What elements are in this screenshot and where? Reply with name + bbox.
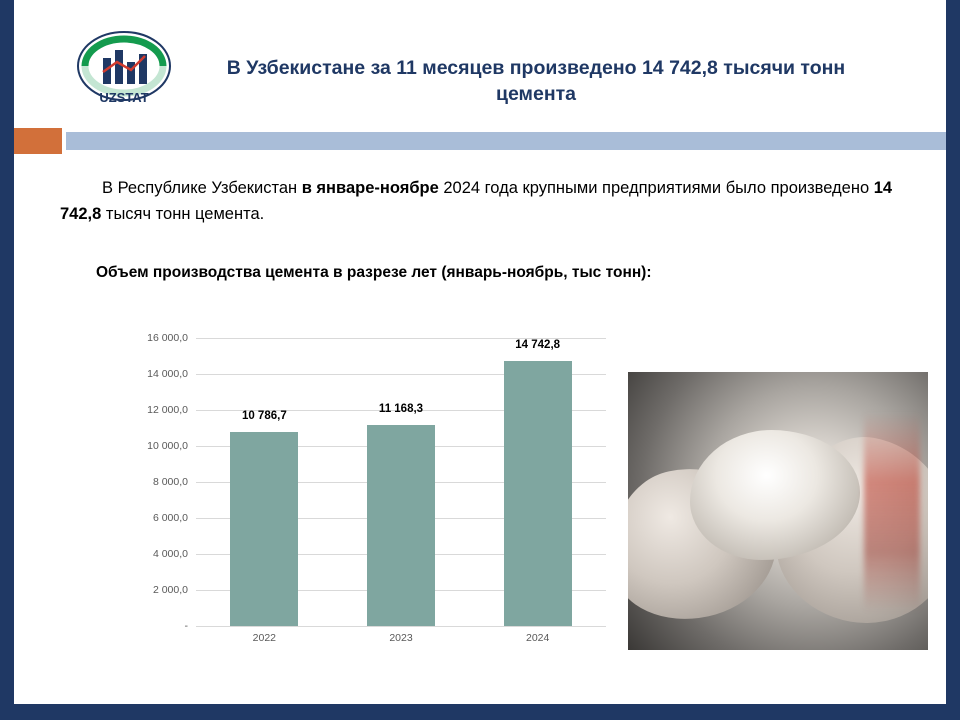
gridline: [196, 626, 606, 627]
blue-rule: [66, 132, 946, 150]
cement-in-hands-photo: [628, 372, 928, 650]
bar-value-label: 10 786,7: [241, 409, 287, 422]
cement-production-bar-chart: [96, 320, 616, 665]
bar-value-label: 11 168,3: [378, 402, 424, 415]
orange-rule: [14, 128, 62, 154]
y-axis-tick-label: 14 000,0: [147, 368, 188, 380]
left-edge-bar: [0, 0, 14, 720]
bar-value-label: 14 742,8: [515, 338, 561, 351]
lead-bold-2: 14 742,8: [60, 179, 893, 223]
photo-red-streak: [864, 412, 920, 612]
bar: [230, 432, 298, 626]
y-axis-tick-label: 6 000,0: [152, 512, 188, 524]
chart-caption: Объем производства цемента в разрезе лет (январь-ноябрь, тыс тонн):: [96, 264, 652, 281]
logo-text: UZSTAT: [99, 90, 149, 105]
y-axis-tick-label: 16 000,0: [147, 332, 188, 344]
x-axis-tick-label: 2022: [252, 632, 277, 644]
y-axis-tick-label: 4 000,0: [152, 548, 188, 560]
lead-text-3: тысяч тонн цемента.: [101, 204, 265, 223]
y-axis-tick-label: -: [184, 620, 188, 632]
y-axis-tick-label: 2 000,0: [152, 584, 188, 596]
y-axis-tick-label: 10 000,0: [147, 440, 188, 452]
bar: [504, 361, 572, 626]
lead-text-2: 2024 года крупными предприятиями было произведено: [438, 179, 874, 197]
lead-text-1: В Республике Узбекистан: [102, 179, 302, 197]
uzstat-logo: [75, 28, 173, 110]
x-axis-tick-label: 2024: [525, 632, 550, 644]
chart-bars: [196, 338, 606, 626]
y-axis-labels: [96, 332, 188, 632]
x-axis-tick-label: 2023: [389, 632, 413, 644]
y-axis-tick-label: 12 000,0: [147, 404, 188, 416]
bottom-edge-bar: [0, 704, 960, 720]
lead-paragraph: [60, 176, 918, 227]
y-axis-tick-label: 8 000,0: [152, 476, 188, 488]
right-edge-bar: [946, 0, 960, 720]
page-title: В Узбекистане за 11 месяцев произведено 14 742,8 тысячи тонн цемента: [226, 57, 846, 106]
lead-bold-1: в январе-ноябре: [301, 179, 439, 197]
x-axis-labels: [196, 632, 606, 652]
bar: [367, 425, 435, 626]
